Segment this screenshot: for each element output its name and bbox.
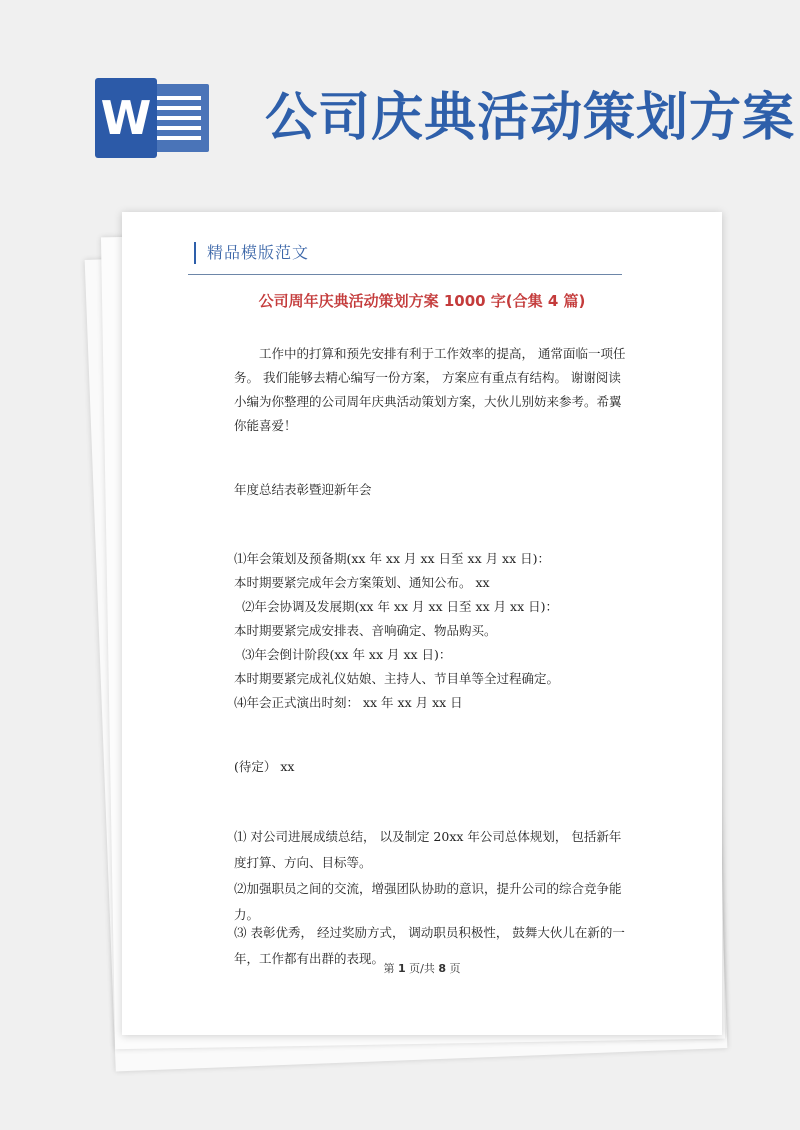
word-icon-letter: W <box>95 78 157 158</box>
schedule-line: ⑵年会协调及发展期(xx 年 xx 月 xx 日至 xx 月 xx 日)： <box>242 599 559 614</box>
header-label: 精品模版范文 <box>207 243 310 262</box>
schedule-line: ⑷年会正式演出时刻： xx 年 xx 月 xx 日 <box>234 695 463 710</box>
page-footer <box>122 960 722 976</box>
schedule-line: ⑶年会倒计阶段(xx 年 xx 月 xx 日)： <box>242 647 452 662</box>
goal-paragraph: ⑶ 表彰优秀， 经过奖励方式， 调动职员积极性， 鼓舞大伙儿在新的一年，工作都有出群的表现。 <box>234 925 625 966</box>
header-divider <box>188 274 622 275</box>
schedule-line: 本时期要紧完成礼仪姑娘、主持人、节目单等全过程确定。 <box>234 671 560 686</box>
document-title: 公司周年庆典活动策划方案 1000 字(合集 4 篇) <box>258 292 586 310</box>
footer-prefix: 第 <box>383 962 395 975</box>
footer-middle: 页/共 <box>409 962 435 975</box>
schedule-line: 本时期要紧完成年会方案策划、通知公布。 xx <box>234 575 490 590</box>
footer-page-number: 1 <box>397 962 406 975</box>
schedule-line: 本时期要紧完成安排表、音响确定、物品购买。 <box>234 623 497 638</box>
document-page <box>122 212 722 1035</box>
schedule-line: ⑴年会策划及预备期(xx 年 xx 月 xx 日至 xx 月 xx 日)： <box>234 551 551 566</box>
footer-total-pages: 8 <box>438 962 447 975</box>
word-app-icon <box>95 78 215 158</box>
tbd-line: (待定） xx <box>234 759 295 774</box>
goal-paragraph: ⑴ 对公司进展成绩总结， 以及制定 20xx 年公司总体规划， 包括新年度打算、方向、目标等。 <box>234 829 622 870</box>
banner-title: 公司庆典活动策划方案 <box>265 87 796 148</box>
intro-paragraph: 工作中的打算和预先安排有利于工作效率的提高， 通常面临一项任务。 我们能够去精心编写一份方案， 方案应有重点有结构。 谢谢阅读小编为你整理的公司周年庆典活动策划方案，大伙儿别妨来参考。希翼你能喜爱！ <box>234 346 626 433</box>
goal-paragraph: ⑵加强职员之间的交流，增强团队协助的意识，提升公司的综合竞争能力。 <box>234 881 622 922</box>
footer-suffix: 页 <box>449 962 461 975</box>
header-accent-bar <box>194 242 196 264</box>
section-heading: 年度总结表彰暨迎新年会 <box>234 482 372 497</box>
